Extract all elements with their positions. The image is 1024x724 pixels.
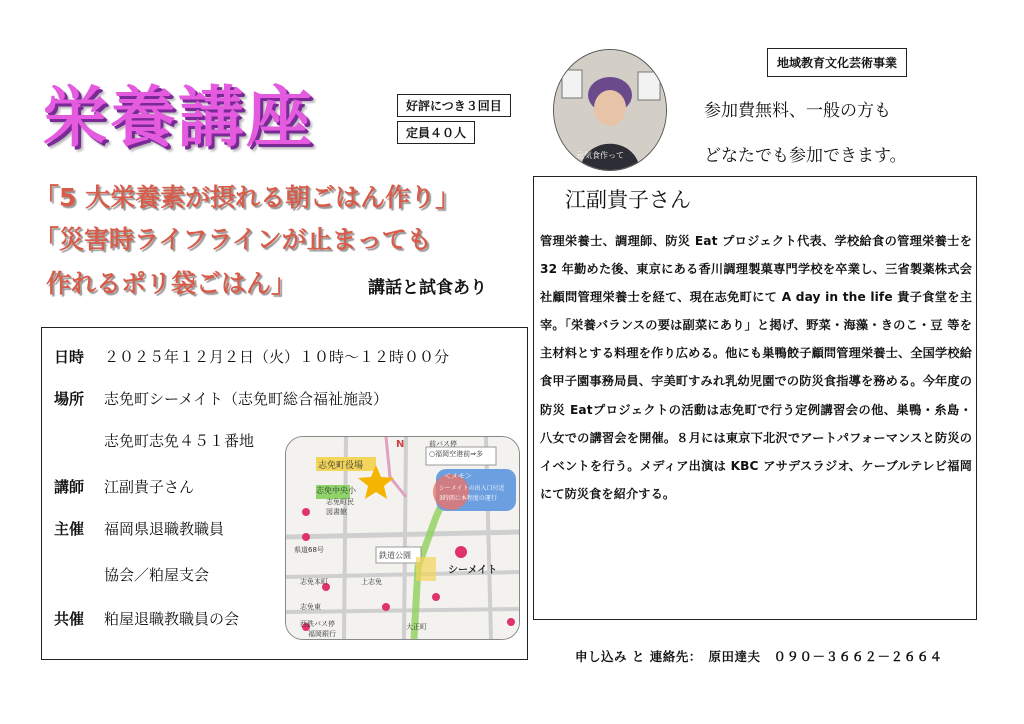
map-label-shimemachi: 志免本町	[300, 578, 328, 586]
venue-map	[285, 436, 520, 640]
cohost-value: 粕屋退職教職員の会	[104, 610, 240, 628]
lecturer-label: 講師	[54, 478, 85, 496]
map-label-route: 県道68号	[294, 546, 324, 554]
map-label-oomachi: 大正町	[406, 623, 427, 631]
map-label-school: 志免中央小	[316, 486, 356, 495]
map-label-memo: ＜メモ＞	[444, 472, 472, 480]
photo-caption: 元気食作って	[576, 151, 624, 160]
date-label: 日時	[54, 348, 85, 366]
free-line-1: 参加費無料、一般の方も	[704, 101, 891, 121]
address-value: 志免町志免４５１番地	[104, 432, 255, 450]
cohost-label: 共催	[54, 610, 85, 628]
map-label-memo-text-2: 3時間に本程度の運行	[439, 495, 497, 502]
capacity-badge: 定員４０人	[397, 121, 475, 144]
subtitle-polybag: 作れるポリ袋ごはん」	[46, 269, 297, 298]
contact-info: 申し込み と 連絡先： 原田達夫 ０９０－３６６２－２６６４	[575, 649, 943, 664]
place-label: 場所	[54, 390, 85, 408]
map-label-memo-text: シーメイトの出入口付近	[439, 485, 505, 492]
talk-tasting-note: 講話と試食あり	[368, 278, 487, 298]
subtitle-disaster: 「災害時ライフラインが止まっても	[34, 225, 432, 254]
host-value-2: 協会／粕屋支会	[104, 566, 210, 584]
lecturer-photo	[553, 49, 667, 171]
map-label-fukuoka-bank: 福岡銀行	[308, 630, 336, 638]
map-label-park: 鉄道公園	[379, 551, 411, 560]
map-label-town-office: 志免町役場	[318, 461, 364, 471]
subtitle-breakfast: 「5 大栄養素が摂れる朝ごはん作り」	[34, 183, 461, 212]
popular-badge: 好評につき３回目	[397, 94, 511, 117]
page-title: 栄養講座	[42, 79, 314, 156]
map-label-shimehigashi: 志免東	[300, 603, 321, 611]
map-north-icon: N	[396, 439, 405, 450]
place-value: 志免町シーメイト（志免町総合福祉施設）	[104, 390, 388, 408]
host-value: 福岡県退職教職員	[104, 520, 225, 538]
date-value: ２０２５年１２月２日（火）１０時〜１２時００分	[104, 348, 450, 366]
map-label-library: 図書館	[326, 508, 347, 516]
map-label-kamishime: 上志免	[361, 578, 382, 586]
free-line-2: どなたでも参加できます。	[704, 146, 907, 166]
map-label-seimate: シーメイト	[448, 565, 498, 576]
program-badge: 地域教育文化芸術事業	[767, 48, 907, 77]
map-label-nishibetsu: 西鉄バス停	[300, 620, 335, 628]
map-label-bus-stop: 前バス停	[429, 440, 457, 448]
lecturer-value: 江副貴子さん	[104, 478, 195, 496]
host-label: 主催	[54, 520, 85, 538]
map-label-airport: ○福岡空港前⇒多	[429, 450, 483, 458]
map-label-community: 志免町民	[326, 498, 354, 506]
bio-text: 管理栄養士、調理師、防災 Eat プロジェクト代表、学校給食の管理栄養士を 32 年勤めた後、東京にある香川調理製菓専門学校を卒業し、三省製薬株式会社顧問管理栄養士を経て、現在志免町にて A day in the life 貴子食堂を主宰。「栄養バランスの要は副菜にあり」と掲げ、野菜・海藻・きのこ・豆 等を主材料とする料理を作り広める。他にも巣鴨餃子顧問管理栄養士、全国学校給食甲子園事務局員、宇美町すみれ乳幼児園での防災食指導を務める。今年度の防災 Eatプロジェクトの活動は志免町で行う定例講習会の他、巣鴨・糸島・八女での講習会を開催。８月には東京下北沢でアートパフォーマンスと防災のイベントを行う。メディア出演は KBC アサデスラジオ、ケーブルテレビ福岡にて防災食を紹介する。	[540, 234, 972, 501]
bio-name: 江副貴子さん	[565, 188, 691, 212]
